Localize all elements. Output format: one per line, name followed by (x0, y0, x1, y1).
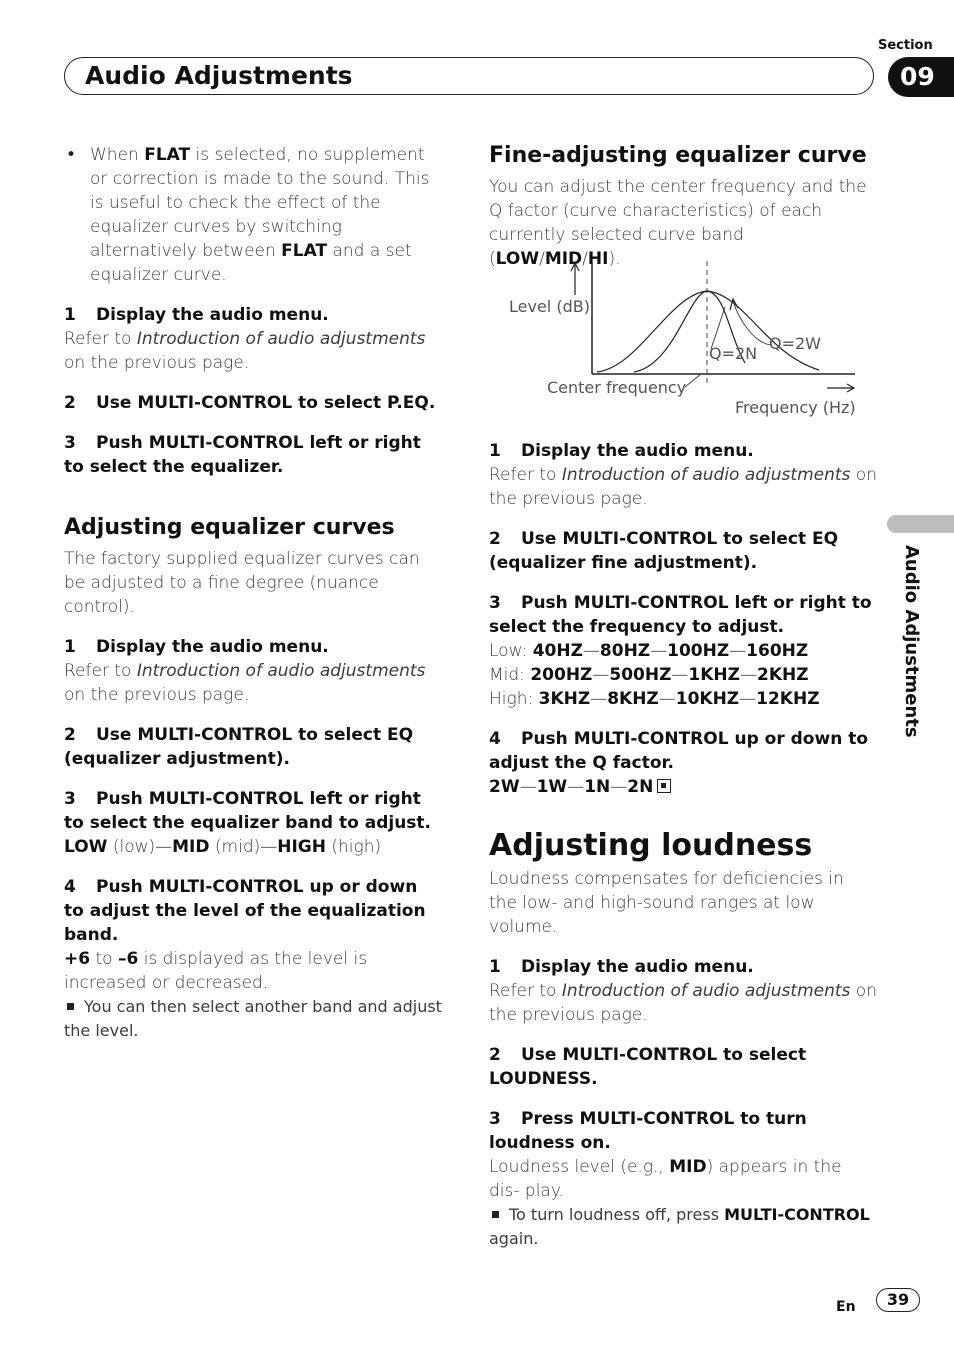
heading-adjusting-loudness: Adjusting loudness (489, 828, 813, 863)
step-3: 3 Push MULTI-CONTROL left or right to select the equalizer. (64, 433, 421, 477)
fine-step-4: 4 Push MULTI-CONTROL up or down to adjust the Q factor. (489, 729, 869, 773)
heading-adjusting-curves: Adjusting equalizer curves (64, 515, 395, 540)
curves-step-1: 1 Display the audio menu. (64, 637, 329, 657)
right-column (489, 141, 877, 271)
freq-mid: Mid: 200HZ—500HZ—1KHZ—2KHZ (489, 665, 809, 685)
curves-step-1-ref: Refer to Introduction of audio adjustments on the previous page. (64, 661, 426, 705)
page-number: 39 (886, 1290, 910, 1309)
end-mark-icon (657, 779, 671, 793)
freq-low: Low: 40HZ—80HZ—100HZ—160HZ (489, 641, 809, 661)
center-frequency-label: Center frequency (547, 378, 687, 397)
eq-curve-diagram (489, 255, 869, 425)
fine-step-3: 3 Push MULTI-CONTROL left or right to select the frequency to adjust. (489, 593, 872, 637)
q-values: 2W—1W—1N—2N (489, 775, 877, 799)
flat-bullet: • When FLAT is selected, no supplement or correction is made to the sound. This is useful to check the effect of the equalizer curves by switching alternatively between FLAT and a set equalizer curve. (66, 145, 430, 285)
left-column (64, 143, 442, 1043)
curves-step-3: 3 Push MULTI-CONTROL left or right to select the equalizer band to adjust. (64, 789, 432, 833)
step-1: 1 Display the audio menu. (64, 305, 329, 325)
language-code: En (836, 1299, 856, 1315)
fine-step-1: 1 Display the audio menu. (489, 441, 754, 461)
loudness-level-desc: Loudness level (e.g., MID) appears in the dis- play. (489, 1157, 842, 1201)
band-options: LOW (low)—MID (mid)—HIGH (high) (64, 837, 382, 857)
right-column-lower (489, 439, 877, 1251)
fine-intro: You can adjust the center frequency and the Q factor (curve characteristics) of each currently selected curve band (LOW/MID/HI). (489, 177, 867, 269)
curves-step-2: 2 Use MULTI-CONTROL to select EQ (equalizer adjustment). (64, 725, 414, 769)
section-number: 09 (900, 62, 935, 91)
heading-fine-adjusting: Fine-adjusting equalizer curve (489, 143, 867, 168)
frequency-label: Frequency (Hz) (735, 398, 856, 417)
level-label: Level (dB) (509, 297, 590, 316)
curves-intro: The factory supplied equalizer curves can be adjusted to a fine degree (nuance control). (64, 549, 420, 617)
level-note: You can then select another band and adjust the level. (64, 997, 442, 1040)
wide-curve (597, 291, 819, 372)
q2w-label: Q=2W (769, 334, 821, 353)
loud-step-1: 1 Display the audio menu. (489, 957, 754, 977)
header-title-box (64, 57, 874, 95)
step-1-ref: Refer to Introduction of audio adjustments on the previous page. (64, 329, 426, 373)
page-title: Audio Adjustments (85, 61, 353, 90)
sidebar-tab (887, 515, 954, 533)
section-number-badge (888, 57, 954, 97)
page-number-badge (876, 1288, 920, 1312)
level-desc: +6 to –6 is displayed as the level is increased or decreased. (64, 949, 368, 993)
loudness-off-note: To turn loudness off, press MULTI-CONTROL again. (489, 1205, 870, 1248)
freq-high: High: 3KHZ—8KHZ—10KHZ—12KHZ (489, 689, 820, 709)
fine-step-2: 2 Use MULTI-CONTROL to select EQ (equalizer fine adjustment). (489, 529, 839, 573)
loud-step-2: 2 Use MULTI-CONTROL to select LOUDNESS. (489, 1045, 807, 1089)
section-label: Section (878, 38, 933, 53)
curves-step-4: 4 Push MULTI-CONTROL up or down to adjust the level of the equalization band. (64, 877, 426, 945)
q2n-label: Q=2N (709, 344, 758, 363)
loud-step-1-ref: Refer to Introduction of audio adjustments on the previous page. (489, 981, 877, 1025)
sidebar-label: Audio Adjustments (901, 545, 922, 738)
loudness-intro: Loudness compensates for deficiencies in the low- and high-sound ranges at low volume. (489, 869, 844, 937)
fine-step-1-ref: Refer to Introduction of audio adjustments on the previous page. (489, 465, 877, 509)
step-2: 2 Use MULTI-CONTROL to select P.EQ. (64, 393, 436, 413)
loud-step-3: 3 Press MULTI-CONTROL to turn loudness on. (489, 1109, 807, 1153)
